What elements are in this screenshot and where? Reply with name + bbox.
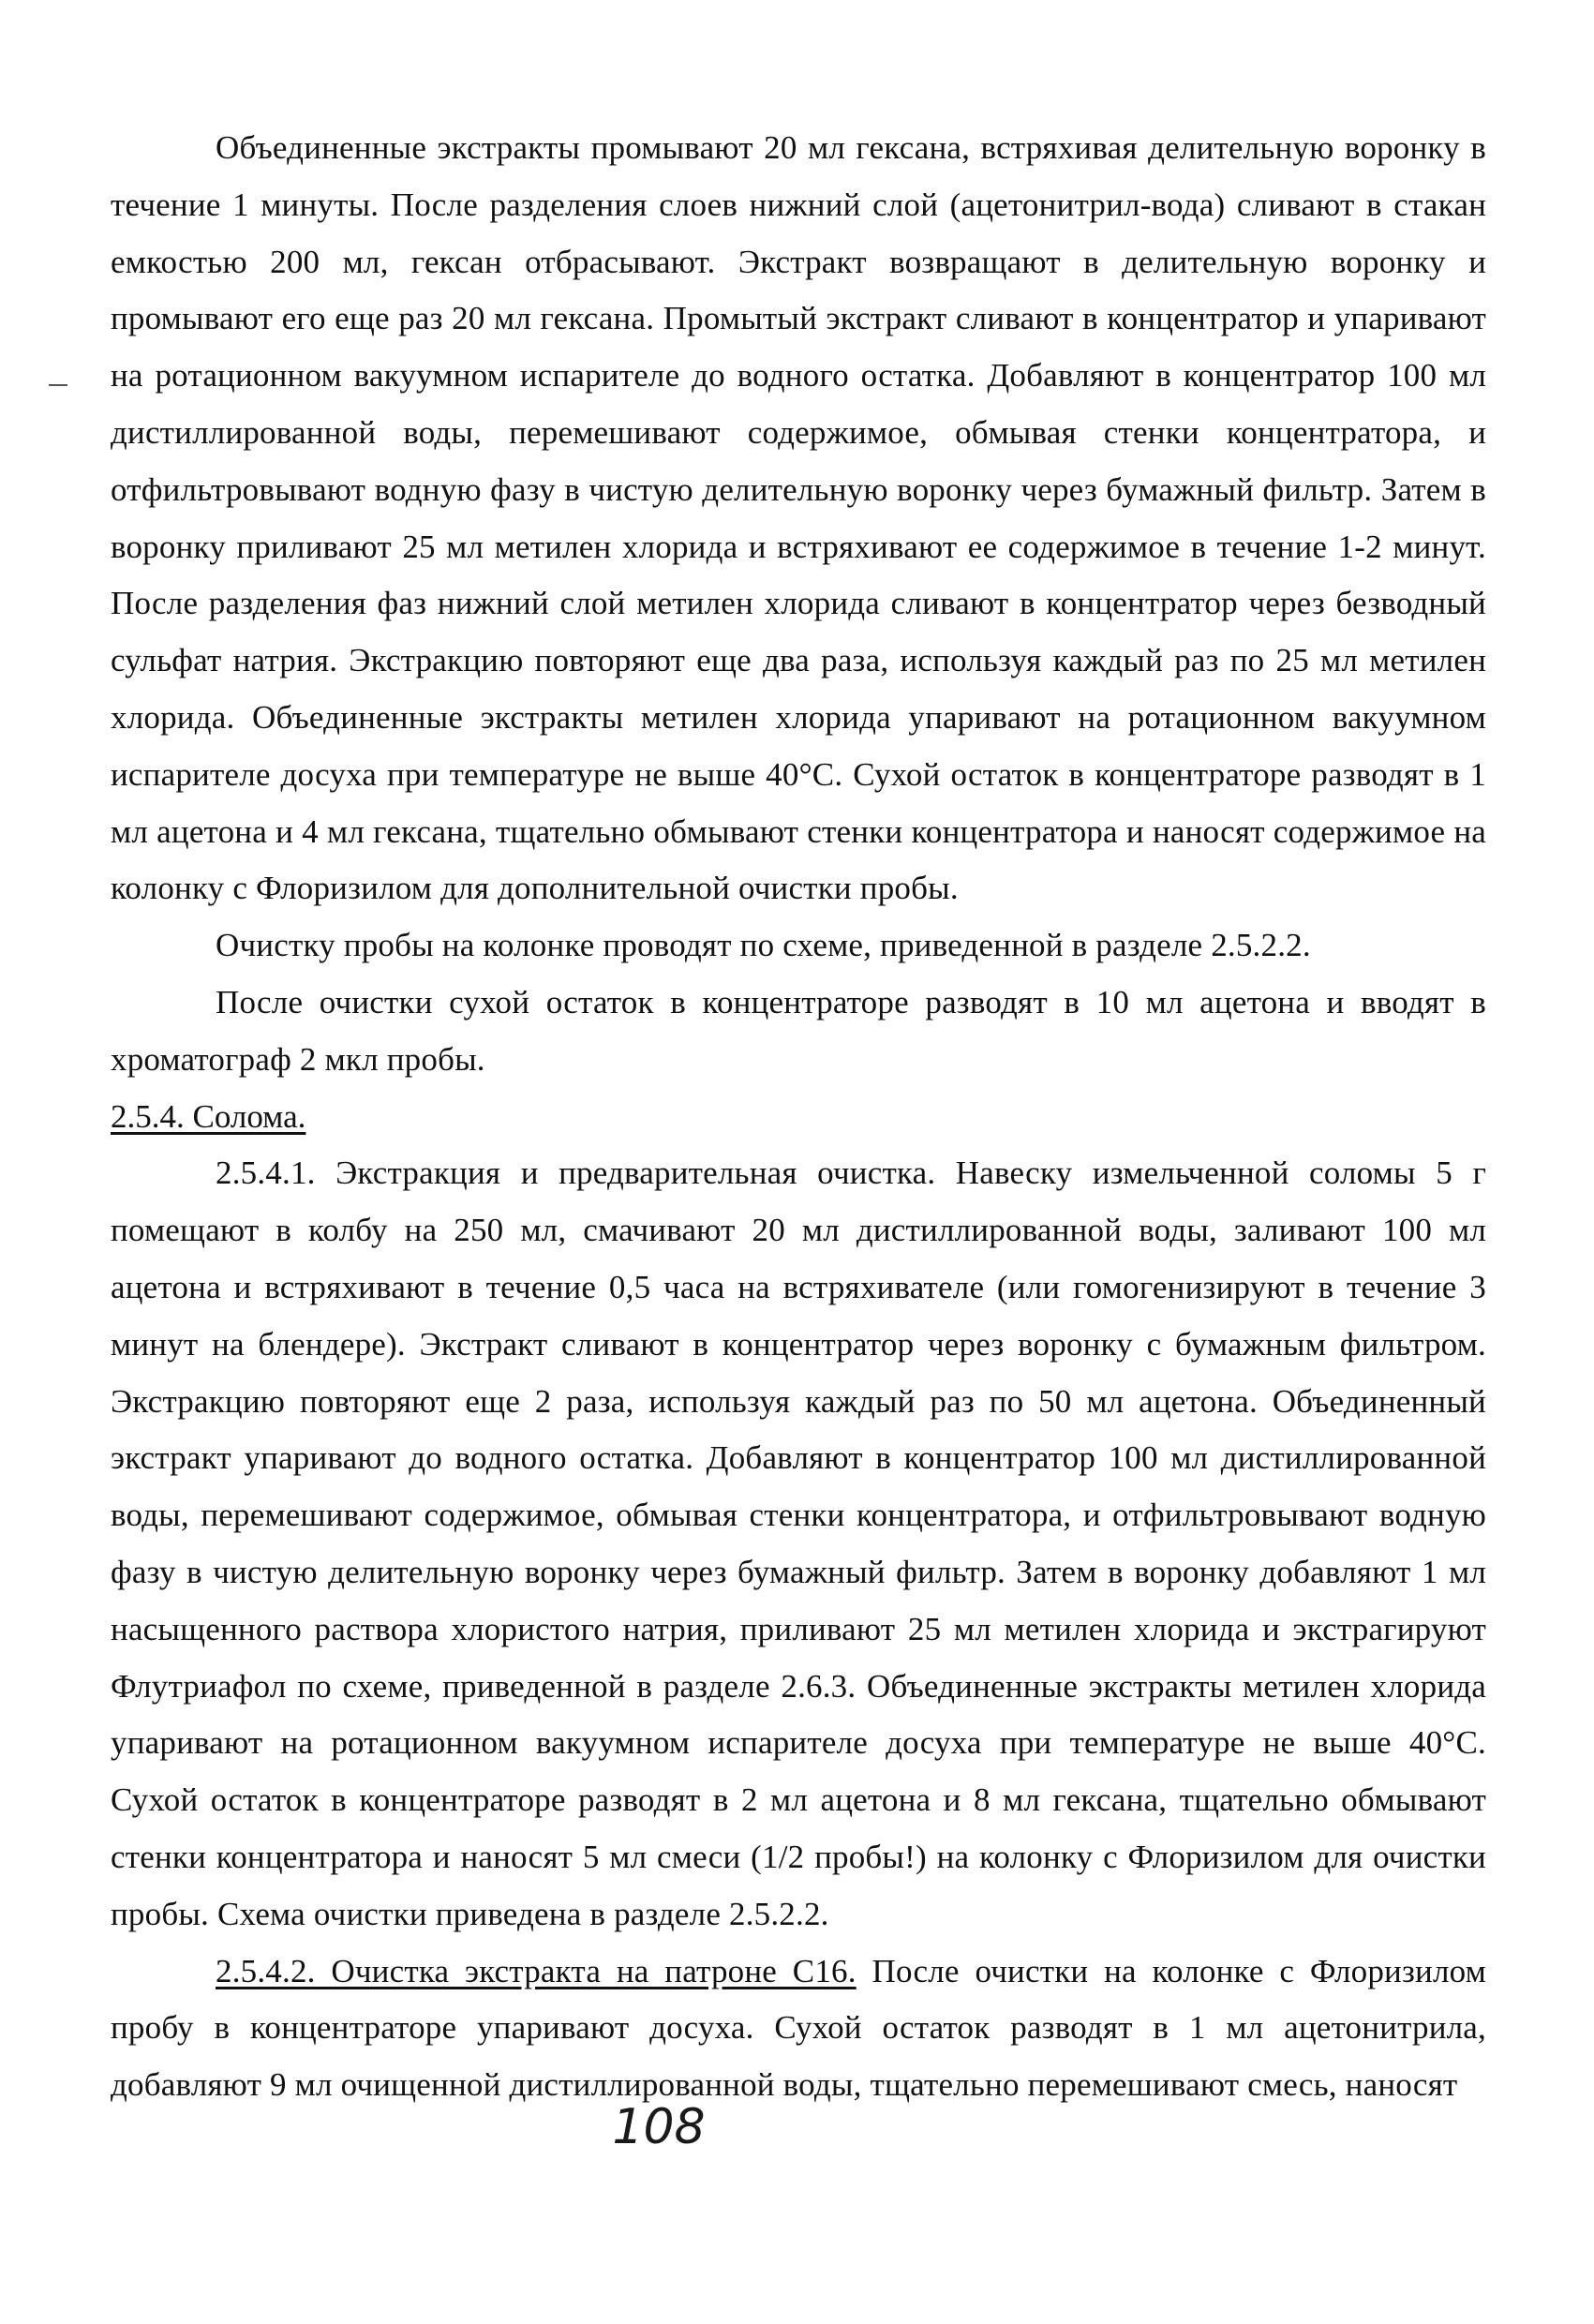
paragraph-after-cleanup: После очистки сухой остаток в концентраторе разводят в 10 мл ацетона и вводят в хроматограф 2 мкл пробы. [111, 983, 1486, 1078]
paragraph-combined-extracts: Объединенные экстракты промывают 20 мл гексана, встряхивая делительную воронку в течение 1 минуты. После разделения слоев нижний слой (ацетонитрил-вода) сливают в стакан емкостью 200 мл, гексан отбрасывают. Экстракт возвращают в делительную воронку и промывают его еще раз 20 мл гексана. Промытый экстракт сливают в концентратор и упаривают на ротационном вакуумном испарителе до водного остатка. Добавляют в концентратор 100 мл дистиллированной воды, перемешивают содержимое, обмывая стенки концентратора, и отфильтровывают водную фазу в чистую делительную воронку через бумажный фильтр. Затем в воронку приливают 25 мл метилен хлорида и встряхивают ее содержимое в течение 1-2 минут. После разделения фаз нижний слой метилен хлорида сливают в концентратор через безводный сульфат натрия. Экстракцию повторяют еще два раза, используя каждый раз по 25 мл метилен хлорида. Объединенные экстракты метилен хлорида упаривают на ротационном вакуумном испарителе досуха при температуре не выше 40°С. Сухой остаток в концентраторе разводят в 1 мл ацетона и 4 мл гексана, тщательно обмывают стенки концентратора и наносят содержимое на колонку с Флоризилом для дополнительной очистки пробы. [111, 129, 1486, 907]
section-heading-straw [111, 1089, 1486, 1146]
page-number: 108 [612, 2099, 706, 2155]
paragraph-c16-body: После очистки на колонке с Флоризилом пробу в концентраторе упаривают досуха. Сухой остаток разводят в 1 мл ацетонитрила, добавляют 9 мл очищенной дистиллированной воды, тщательно перемешивают смесь, наносят [111, 1952, 1486, 2104]
subsection-heading-c16: 2.5.4.2. Очистка экстракта на патроне С16. [216, 1952, 857, 1989]
paragraph-c16-cartridge [111, 1944, 1486, 2114]
paragraph-column-cleanup: Очистку пробы на колонке проводят по схеме, приведенной в разделе 2.5.2.2. [216, 927, 1311, 964]
scan-artifact-mark [49, 384, 67, 386]
document-page [111, 120, 1486, 2114]
section-heading-text: 2.5.4. Солома. [111, 1097, 306, 1135]
paragraph-extraction-straw: 2.5.4.1. Экстракция и предварительная очистка. Навеску измельченной соломы 5 г помещают в колбу на 250 мл, смачивают 20 мл дистиллированной воды, заливают 100 мл ацетона и встряхивают в течение 0,5 часа на встряхивателе (или гомогенизируют в течение 3 минут на блендере). Экстракт сливают в концентратор через воронку с бумажным фильтром. Экстракцию повторяют еще 2 раза, используя каждый раз по 50 мл ацетона. Объединенный экстракт упаривают до водного остатка. Добавляют в концентратор 100 мл дистиллированной воды, перемешивают содержимое, обмывая стенки концентратора, и отфильтровывают водную фазу в чистую делительную воронку через бумажный фильтр. Затем в воронку добавляют 1 мл насыщенного раствора хлористого натрия, приливают 25 мл метилен хлорида и экстрагируют Флутриафол по схеме, приведенной в разделе 2.6.3. Объединенные экстракты метилен хлорида упаривают на ротационном вакуумном испарителе досуха при температуре не выше 40°С. Сухой остаток в концентраторе разводят в 2 мл ацетона и 8 мл гексана, тщательно обмывают стенки концентратора и наносят 5 мл смеси (1/2 пробы!) на колонку с Флоризилом для очистки пробы. Схема очистки приведена в разделе 2.5.2.2. [111, 1155, 1486, 1932]
